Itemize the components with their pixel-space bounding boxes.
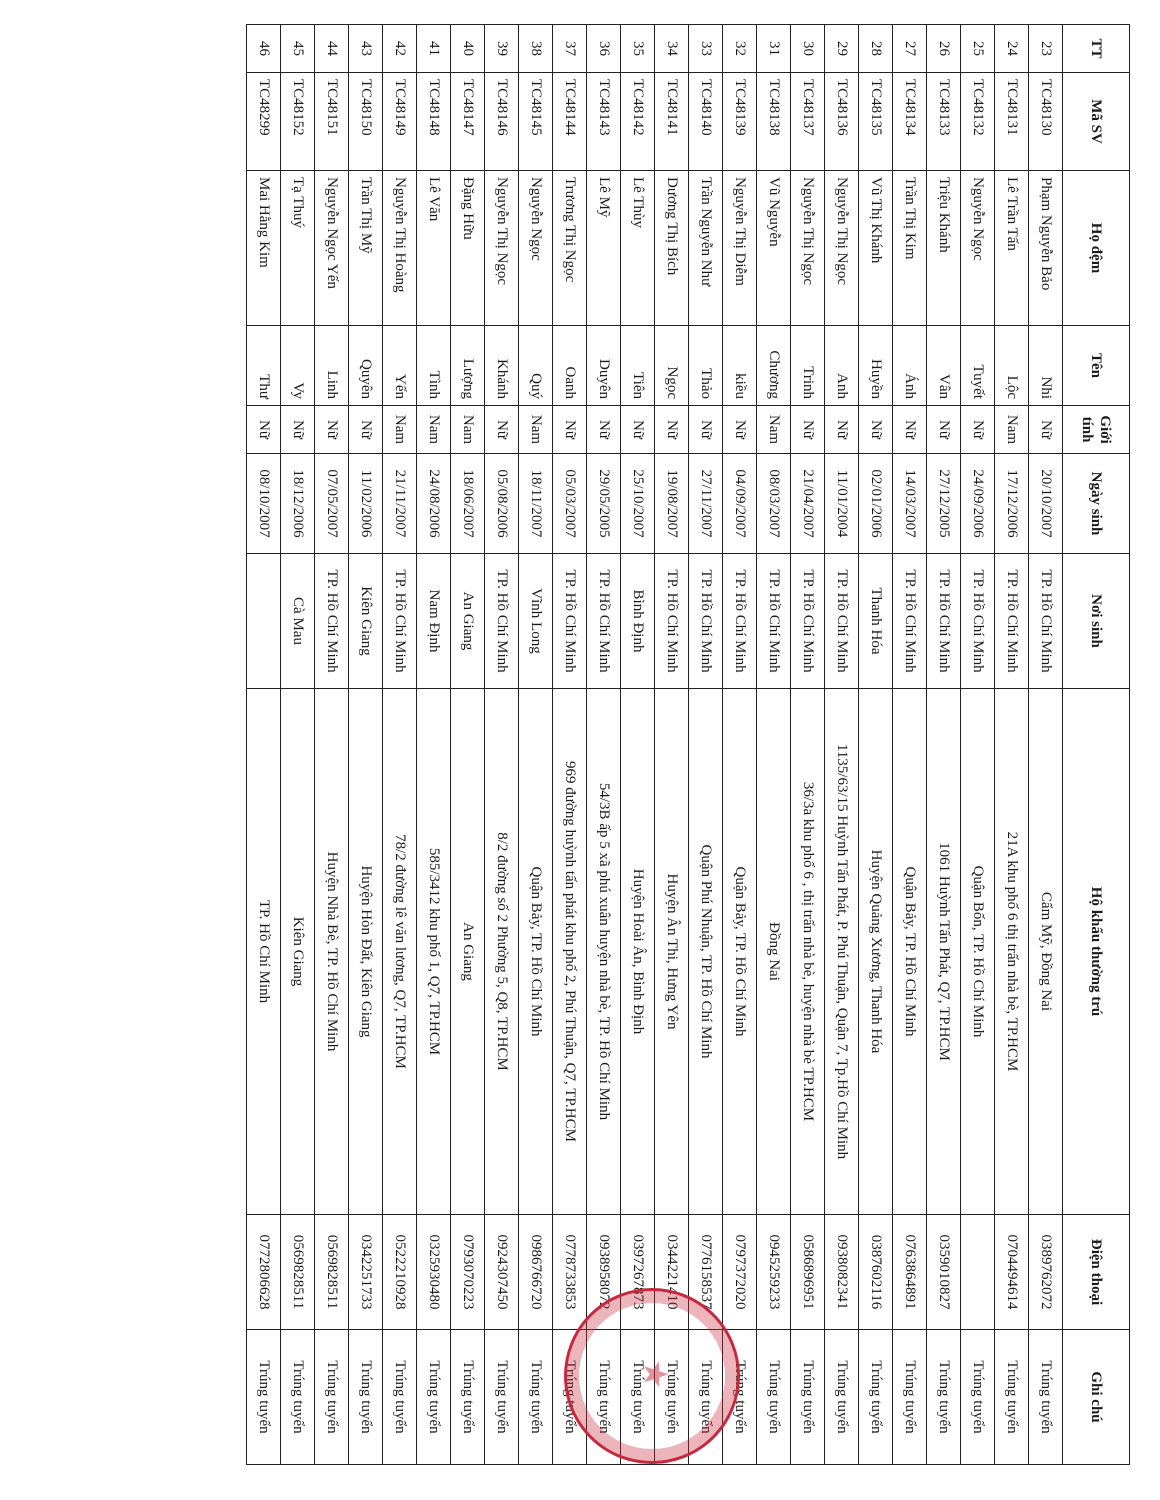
cell-ma-sv: TC48134 (893, 73, 927, 171)
cell-dien-thoai: 0586896951 (791, 1215, 825, 1330)
header-tt: TT (1063, 25, 1130, 73)
header-gioi-tinh: Giới tính (1063, 406, 1130, 454)
cell-tt: 43 (349, 25, 383, 73)
cell-ho-dem: Nguyễn Ngọc (519, 171, 553, 326)
cell-ten: Chương (757, 326, 791, 406)
cell-ho-khau: Huyện Hòn Đất, Kiên Giang (349, 689, 383, 1215)
student-table (246, 24, 1130, 1465)
cell-tt: 33 (689, 25, 723, 73)
cell-ngay-sinh: 21/04/2007 (791, 454, 825, 554)
cell-noi-sinh: TP. Hồ Chí Minh (1029, 554, 1063, 689)
cell-ho-khau: 969 đường huỳnh tấn phát khu phố 2, Phú Thuận, Q7, TP.HCM (553, 689, 587, 1215)
cell-ma-sv: TC48140 (689, 73, 723, 171)
cell-tt: 35 (621, 25, 655, 73)
cell-gioi-tinh: Nữ (349, 406, 383, 454)
cell-ghi-chu: Trúng tuyển (485, 1330, 519, 1465)
table-row (553, 25, 587, 1465)
cell-tt: 28 (859, 25, 893, 73)
cell-ma-sv: TC48133 (927, 73, 961, 171)
table-row (859, 25, 893, 1465)
cell-tt: 31 (757, 25, 791, 73)
official-seal: ★ (564, 1288, 740, 1464)
cell-ho-khau: An Giang (451, 689, 485, 1215)
cell-noi-sinh: TP. Hồ Chí Minh (383, 554, 417, 689)
cell-noi-sinh: TP. Hồ Chí Minh (315, 554, 349, 689)
cell-gioi-tinh: Nữ (859, 406, 893, 454)
header-dien-thoai: Điện thoại (1063, 1215, 1130, 1330)
cell-ho-khau: Kiên Giang (281, 689, 315, 1215)
cell-gioi-tinh: Nữ (961, 406, 995, 454)
cell-noi-sinh: TP. Hồ Chí Minh (655, 554, 689, 689)
cell-ghi-chu: Trúng tuyển (723, 1330, 757, 1465)
cell-gioi-tinh: Nữ (247, 406, 281, 454)
cell-noi-sinh: Vĩnh Long (519, 554, 553, 689)
cell-ngay-sinh: 18/12/2006 (281, 454, 315, 554)
cell-ma-sv: TC48135 (859, 73, 893, 171)
table-row (451, 25, 485, 1465)
cell-ngay-sinh: 11/01/2004 (825, 454, 859, 554)
cell-ho-khau: Huyện Ân Thi, Hưng Yên (655, 689, 689, 1215)
cell-ngay-sinh: 27/12/2005 (927, 454, 961, 554)
cell-ngay-sinh: 04/09/2007 (723, 454, 757, 554)
cell-ma-sv: TC48139 (723, 73, 757, 171)
cell-ho-dem: Trần Thị Mỹ (349, 171, 383, 326)
cell-ma-sv: TC48152 (281, 73, 315, 171)
cell-tt: 25 (961, 25, 995, 73)
cell-tt: 41 (417, 25, 451, 73)
cell-ngay-sinh: 08/03/2007 (757, 454, 791, 554)
cell-tt: 29 (825, 25, 859, 73)
cell-dien-thoai: 0569828511 (281, 1215, 315, 1330)
cell-tt: 44 (315, 25, 349, 73)
cell-tt: 34 (655, 25, 689, 73)
cell-ma-sv: TC48151 (315, 73, 349, 171)
cell-dien-thoai: 0945259233 (757, 1215, 791, 1330)
cell-ma-sv: TC48145 (519, 73, 553, 171)
cell-gioi-tinh: Nữ (689, 406, 723, 454)
cell-gioi-tinh: Nữ (927, 406, 961, 454)
header-ngay-sinh: Ngày sinh (1063, 454, 1130, 554)
cell-dien-thoai: 0397267873 (621, 1215, 655, 1330)
cell-dien-thoai: 0986766720 (519, 1215, 553, 1330)
cell-ghi-chu: Trúng tuyển (621, 1330, 655, 1465)
cell-gioi-tinh: Nữ (1029, 406, 1063, 454)
cell-ten: Anh (825, 326, 859, 406)
cell-ghi-chu: Trúng tuyển (587, 1330, 621, 1465)
cell-tt: 36 (587, 25, 621, 73)
cell-noi-sinh: TP. Hồ Chí Minh (757, 554, 791, 689)
cell-dien-thoai: 0938082341 (825, 1215, 859, 1330)
header-ghi-chu: Ghi chú (1063, 1330, 1130, 1465)
cell-ghi-chu: Trúng tuyển (655, 1330, 689, 1465)
cell-ho-khau: Quận Bảy, TP. Hồ Chí Minh (519, 689, 553, 1215)
cell-ngay-sinh: 20/10/2007 (1029, 454, 1063, 554)
cell-ngay-sinh: 14/03/2007 (893, 454, 927, 554)
table-row (825, 25, 859, 1465)
cell-tt: 42 (383, 25, 417, 73)
cell-gioi-tinh: Nữ (825, 406, 859, 454)
cell-ghi-chu: Trúng tuyển (961, 1330, 995, 1465)
cell-noi-sinh: Cà Mau (281, 554, 315, 689)
cell-ten: Lượng (451, 326, 485, 406)
cell-ngay-sinh: 11/02/2006 (349, 454, 383, 554)
cell-dien-thoai: 0763864891 (893, 1215, 927, 1330)
cell-ho-dem: Trần Nguyễn Như (689, 171, 723, 326)
cell-ghi-chu: Trúng tuyển (689, 1330, 723, 1465)
cell-dien-thoai: 0776158537 (689, 1215, 723, 1330)
table-row (383, 25, 417, 1465)
cell-dien-thoai: 0772806628 (247, 1215, 281, 1330)
cell-dien-thoai: 0938958072 (587, 1215, 621, 1330)
cell-gioi-tinh: Nam (417, 406, 451, 454)
cell-ho-khau: 8/2 đường số 2 Phường 5, Q8, TP.HCM (485, 689, 519, 1215)
cell-ho-khau: Huyện Quảng Xương, Thanh Hóa (859, 689, 893, 1215)
cell-ngay-sinh: 21/11/2007 (383, 454, 417, 554)
cell-ho-khau: Huyện Hoài Ân, Bình Định (621, 689, 655, 1215)
cell-ten: Tuyết (961, 326, 995, 406)
cell-ho-khau: Quận Phú Nhuận, TP. Hồ Chí Minh (689, 689, 723, 1215)
cell-tt: 46 (247, 25, 281, 73)
table-body (247, 25, 1063, 1465)
cell-noi-sinh: TP. Hồ Chí Minh (961, 554, 995, 689)
table-row (927, 25, 961, 1465)
cell-tt: 24 (995, 25, 1029, 73)
cell-gioi-tinh: Nam (757, 406, 791, 454)
cell-ngay-sinh: 07/05/2007 (315, 454, 349, 554)
table-row (519, 25, 553, 1465)
cell-ghi-chu: Trúng tuyển (315, 1330, 349, 1465)
cell-ho-khau: 54/3B ấp 5 xã phú xuân huyện nhà bè, TP. Hồ Chí Minh (587, 689, 621, 1215)
cell-ho-dem: Nguyễn Thị Hoàng (383, 171, 417, 326)
cell-noi-sinh: Thanh Hóa (859, 554, 893, 689)
table-row (417, 25, 451, 1465)
cell-ma-sv: TC48142 (621, 73, 655, 171)
cell-ten: Ánh (893, 326, 927, 406)
cell-ho-khau: 1135/63/15 Huỳnh Tấn Phát, P. Phú Thuận, Quận 7, Tp.Hồ Chí Minh (825, 689, 859, 1215)
table-row (1029, 25, 1063, 1465)
cell-ma-sv: TC48131 (995, 73, 1029, 171)
cell-ten: Trinh (791, 326, 825, 406)
cell-dien-thoai (961, 1215, 995, 1330)
cell-ngay-sinh: 05/08/2006 (485, 454, 519, 554)
cell-ten: Oanh (553, 326, 587, 406)
cell-ghi-chu: Trúng tuyển (417, 1330, 451, 1465)
cell-gioi-tinh: Nữ (621, 406, 655, 454)
cell-ho-khau: TP. Hồ Chí Minh (247, 689, 281, 1215)
cell-dien-thoai: 0778733853 (553, 1215, 587, 1330)
cell-tt: 27 (893, 25, 927, 73)
cell-ho-dem: Trần Thị Kim (893, 171, 927, 326)
cell-ho-dem: Vũ Thị Khánh (859, 171, 893, 326)
cell-noi-sinh: Kiên Giang (349, 554, 383, 689)
cell-ho-dem: Phạm Nguyễn Bảo (1029, 171, 1063, 326)
cell-ho-khau: 585/3412 khu phố 1, Q7, TP.HCM (417, 689, 451, 1215)
cell-ma-sv: TC48148 (417, 73, 451, 171)
cell-tt: 39 (485, 25, 519, 73)
cell-dien-thoai: 0325930480 (417, 1215, 451, 1330)
cell-ghi-chu: Trúng tuyển (383, 1330, 417, 1465)
cell-ho-dem: Lê Văn (417, 171, 451, 326)
cell-ten: Yến (383, 326, 417, 406)
cell-ten: Tiên (621, 326, 655, 406)
cell-ghi-chu: Trúng tuyển (281, 1330, 315, 1465)
cell-ho-dem: Đặng Hữu (451, 171, 485, 326)
cell-ho-khau: Đồng Nai (757, 689, 791, 1215)
cell-ho-dem: Nguyễn Ngọc Yến (315, 171, 349, 326)
cell-dien-thoai: 0522210928 (383, 1215, 417, 1330)
cell-ngay-sinh: 25/10/2007 (621, 454, 655, 554)
cell-gioi-tinh: Nữ (723, 406, 757, 454)
cell-ten: Lộc (995, 326, 1029, 406)
cell-ho-dem: Nguyễn Thị Ngọc (825, 171, 859, 326)
cell-gioi-tinh: Nữ (281, 406, 315, 454)
cell-ngay-sinh: 08/10/2007 (247, 454, 281, 554)
cell-ho-dem: Trương Thị Ngọc (553, 171, 587, 326)
cell-ten: Vy (281, 326, 315, 406)
cell-ghi-chu: Trúng tuyển (791, 1330, 825, 1465)
cell-noi-sinh: TP. Hồ Chí Minh (825, 554, 859, 689)
cell-ho-khau: 1061 Huỳnh Tấn Phát, Q7, TP.HCM (927, 689, 961, 1215)
table-row (791, 25, 825, 1465)
cell-noi-sinh: TP. Hồ Chí Minh (791, 554, 825, 689)
cell-gioi-tinh: Nữ (553, 406, 587, 454)
cell-ho-khau: Cẩm Mỹ, Đồng Nai (1029, 689, 1063, 1215)
cell-ghi-chu: Trúng tuyển (825, 1330, 859, 1465)
cell-ho-khau: 21A khu phố 6 thị trấn nhà bè, TP.HCM (995, 689, 1029, 1215)
cell-ngay-sinh: 02/01/2006 (859, 454, 893, 554)
cell-ghi-chu: Trúng tuyển (247, 1330, 281, 1465)
cell-ma-sv: TC48147 (451, 73, 485, 171)
cell-tt: 38 (519, 25, 553, 73)
table-row (621, 25, 655, 1465)
cell-ma-sv: TC48149 (383, 73, 417, 171)
cell-gioi-tinh: Nữ (655, 406, 689, 454)
header-noi-sinh: Nơi sinh (1063, 554, 1130, 689)
cell-noi-sinh: TP. Hồ Chí Minh (893, 554, 927, 689)
cell-tt: 26 (927, 25, 961, 73)
cell-ten: Nhi (1029, 326, 1063, 406)
cell-ho-khau: 36/3a khu phố 6 , thị trấn nhà bè, huyện nhà bè TP.HCM (791, 689, 825, 1215)
cell-tt: 30 (791, 25, 825, 73)
cell-dien-thoai: 0344221410 (655, 1215, 689, 1330)
table-row (723, 25, 757, 1465)
header-row (1063, 25, 1130, 1465)
cell-ten: Duyên (587, 326, 621, 406)
cell-ten: Khánh (485, 326, 519, 406)
header-ho-khau: Hộ khẩu thường trú (1063, 689, 1130, 1215)
table-row (961, 25, 995, 1465)
cell-ho-dem: Nguyễn Ngọc (961, 171, 995, 326)
cell-noi-sinh: TP. Hồ Chí Minh (553, 554, 587, 689)
table-row (281, 25, 315, 1465)
cell-ten: kiều (723, 326, 757, 406)
cell-ghi-chu: Trúng tuyển (553, 1330, 587, 1465)
cell-tt: 23 (1029, 25, 1063, 73)
table-row (247, 25, 281, 1465)
cell-dien-thoai: 0924307450 (485, 1215, 519, 1330)
cell-dien-thoai: 0797372020 (723, 1215, 757, 1330)
cell-ten: Quý (519, 326, 553, 406)
cell-dien-thoai: 0569828511 (315, 1215, 349, 1330)
cell-dien-thoai: 0359010827 (927, 1215, 961, 1330)
cell-gioi-tinh: Nữ (791, 406, 825, 454)
cell-gioi-tinh: Nữ (315, 406, 349, 454)
cell-ten: Thư (247, 326, 281, 406)
cell-noi-sinh: TP. Hồ Chí Minh (689, 554, 723, 689)
cell-ghi-chu: Trúng tuyển (451, 1330, 485, 1465)
cell-ghi-chu: Trúng tuyển (893, 1330, 927, 1465)
table-row (995, 25, 1029, 1465)
cell-ghi-chu: Trúng tuyển (995, 1330, 1029, 1465)
cell-ghi-chu: Trúng tuyển (927, 1330, 961, 1465)
cell-noi-sinh: Nam Định (417, 554, 451, 689)
cell-ghi-chu: Trúng tuyển (349, 1330, 383, 1465)
cell-gioi-tinh: Nam (995, 406, 1029, 454)
cell-ten: Linh (315, 326, 349, 406)
table-row (689, 25, 723, 1465)
cell-ghi-chu: Trúng tuyển (757, 1330, 791, 1465)
cell-noi-sinh: TP. Hồ Chí Minh (927, 554, 961, 689)
cell-dien-thoai: 0342251733 (349, 1215, 383, 1330)
cell-ho-khau: Quận Bảy, TP. Hồ Chí Minh (893, 689, 927, 1215)
cell-ho-khau: 78/2 đường lê văn lương, Q7, TP.HCM (383, 689, 417, 1215)
cell-ma-sv: TC48137 (791, 73, 825, 171)
cell-gioi-tinh: Nam (451, 406, 485, 454)
cell-ma-sv: TC48144 (553, 73, 587, 171)
cell-ma-sv: TC48150 (349, 73, 383, 171)
cell-ho-dem: Nguyễn Thị Ngọc (485, 171, 519, 326)
cell-ten: Quyên (349, 326, 383, 406)
cell-ho-dem: Tạ Thuý (281, 171, 315, 326)
table-row (655, 25, 689, 1465)
cell-ngay-sinh: 18/06/2007 (451, 454, 485, 554)
cell-ghi-chu: Trúng tuyển (519, 1330, 553, 1465)
cell-ghi-chu: Trúng tuyển (1029, 1330, 1063, 1465)
cell-ten: Vân (927, 326, 961, 406)
table-row (893, 25, 927, 1465)
cell-ten: Ngọc (655, 326, 689, 406)
cell-ma-sv: TC48146 (485, 73, 519, 171)
cell-ho-dem: Lê Trần Tấn (995, 171, 1029, 326)
cell-ten: Huyền (859, 326, 893, 406)
cell-tt: 40 (451, 25, 485, 73)
cell-ho-dem: Lê Mỹ (587, 171, 621, 326)
cell-ghi-chu: Trúng tuyển (859, 1330, 893, 1465)
cell-ho-dem: Nguyễn Thị Ngọc (791, 171, 825, 326)
table-row (349, 25, 383, 1465)
cell-tt: 45 (281, 25, 315, 73)
table-row (587, 25, 621, 1465)
cell-ma-sv: TC48141 (655, 73, 689, 171)
table-row (485, 25, 519, 1465)
cell-ho-dem: Lê Thùy (621, 171, 655, 326)
header-ho-dem: Họ đệm (1063, 171, 1130, 326)
table-row (315, 25, 349, 1465)
cell-noi-sinh: TP. Hồ Chí Minh (587, 554, 621, 689)
cell-ho-khau: Huyện Nhà Bè, TP. Hồ Chí Minh (315, 689, 349, 1215)
cell-dien-thoai: 0793070223 (451, 1215, 485, 1330)
cell-tt: 37 (553, 25, 587, 73)
cell-ngay-sinh: 24/08/2006 (417, 454, 451, 554)
cell-ma-sv: TC48132 (961, 73, 995, 171)
cell-dien-thoai: 0387602116 (859, 1215, 893, 1330)
table-row (757, 25, 791, 1465)
cell-ma-sv: TC48143 (587, 73, 621, 171)
cell-ngay-sinh: 24/09/2006 (961, 454, 995, 554)
header-ma-sv: Mã SV (1063, 73, 1130, 171)
cell-ho-khau: Quận Bảy, TP. Hồ Chí Minh (723, 689, 757, 1215)
cell-ho-dem: Dương Thị Bích (655, 171, 689, 326)
cell-ngay-sinh: 18/11/2007 (519, 454, 553, 554)
cell-gioi-tinh: Nữ (893, 406, 927, 454)
cell-ngay-sinh: 27/11/2007 (689, 454, 723, 554)
cell-tt: 32 (723, 25, 757, 73)
cell-ngay-sinh: 17/12/2006 (995, 454, 1029, 554)
cell-gioi-tinh: Nam (519, 406, 553, 454)
cell-gioi-tinh: Nữ (587, 406, 621, 454)
cell-dien-thoai: 0389762072 (1029, 1215, 1063, 1330)
cell-ho-dem: Vũ Nguyễn (757, 171, 791, 326)
cell-noi-sinh: Bình Định (621, 554, 655, 689)
cell-gioi-tinh: Nữ (485, 406, 519, 454)
cell-noi-sinh: An Giang (451, 554, 485, 689)
cell-noi-sinh: TP. Hồ Chí Minh (995, 554, 1029, 689)
cell-ten: Thảo (689, 326, 723, 406)
cell-gioi-tinh: Nam (383, 406, 417, 454)
cell-ngay-sinh: 19/08/2007 (655, 454, 689, 554)
cell-noi-sinh: TP. Hồ Chí Minh (485, 554, 519, 689)
cell-ma-sv: TC48136 (825, 73, 859, 171)
cell-ngay-sinh: 05/03/2007 (553, 454, 587, 554)
cell-noi-sinh (247, 554, 281, 689)
cell-ngay-sinh: 29/05/2005 (587, 454, 621, 554)
cell-ho-dem: Mai Hằng Kim (247, 171, 281, 326)
cell-ho-khau: Quận Bốn, TP. Hồ Chí Minh (961, 689, 995, 1215)
cell-dien-thoai: 0704494614 (995, 1215, 1029, 1330)
cell-ho-dem: Nguyễn Thị Diễm (723, 171, 757, 326)
cell-ma-sv: TC48138 (757, 73, 791, 171)
cell-noi-sinh: TP. Hồ Chí Minh (723, 554, 757, 689)
header-ten: Tên (1063, 326, 1130, 406)
cell-ma-sv: TC48299 (247, 73, 281, 171)
cell-ma-sv: TC48130 (1029, 73, 1063, 171)
cell-ho-dem: Triệu Khánh (927, 171, 961, 326)
cell-ten: Tình (417, 326, 451, 406)
